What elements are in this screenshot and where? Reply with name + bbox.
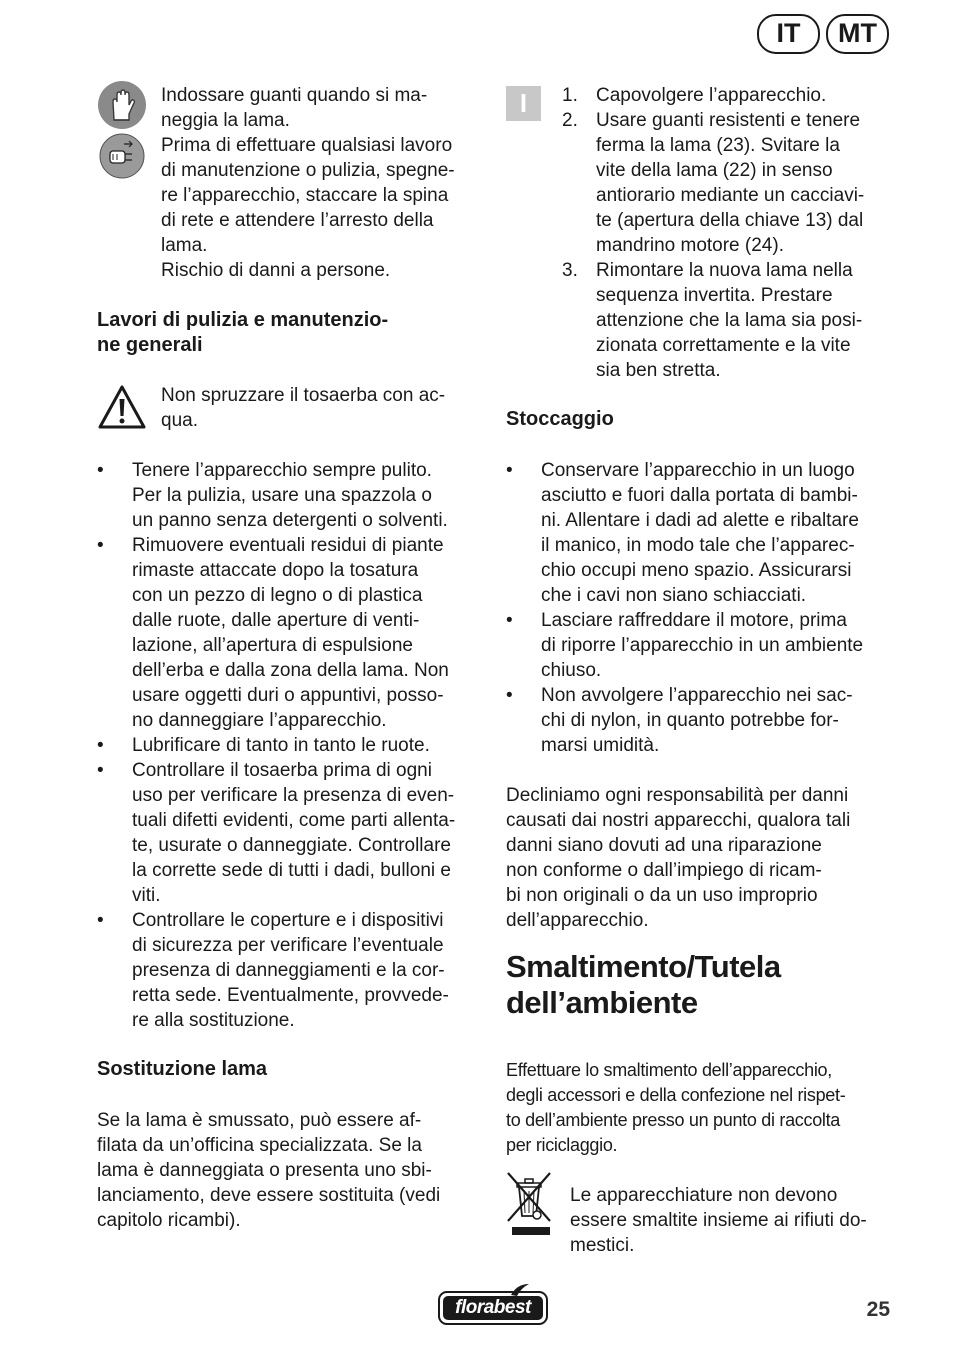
figure-reference-label: I — [519, 88, 528, 118]
liability-text: Decliniamo ogni responsabilità per danni causati dai nostri apparecchi, qualora tali danni siano dovuti ad una riparazione non conforme o dall’impiego di ricam- bi non originali o da un uso improprio dell’apparecchio. — [506, 785, 851, 931]
gloves-instruction: Indossare guanti quando si ma- neggia la lama. — [161, 85, 428, 131]
list-item: • Non avvolgere l’apparecchio nei sac- chi di nylon, in quanto potrebbe for- marsi umidità. — [506, 683, 906, 758]
list-item: • Rimuovere eventuali residui di piante rimaste attaccate dopo la tosatura con un pezzo di legno o di plastica dalle ruote, dalle aperture di venti- lazione, all’apertura di espulsione dell’erba e dalla zona della lama. Non usare oggetti duri o appuntivi, posso- no danneggiare l’apparecchio. — [97, 533, 497, 733]
blade-replacement-heading: Sostituzione lama — [97, 1058, 268, 1080]
storage-heading: Stoccaggio — [506, 408, 614, 430]
list-item: • Lubrificare di tanto in tanto le ruote. — [97, 733, 497, 758]
unplug-icon — [99, 133, 145, 179]
storage-list — [506, 458, 906, 758]
step-text: Capovolgere l’apparecchio. — [596, 85, 827, 106]
list-item: • Conservare l’apparecchio in un luogo asciutto e fuori dalla portata di bambi- ni. Allentare i dadi ad alette e ribaltare il manico, in modo tale che l’apparec- chio occupi meno spazio. Assicurarsi che i cavi non siano schiacciati. — [506, 458, 906, 608]
blade-steps-list — [562, 83, 902, 383]
warning-triangle-icon — [97, 384, 147, 430]
figure-reference-box — [506, 86, 541, 121]
florabest-logo — [437, 1282, 549, 1326]
warning-text: Non spruzzare il tosaerba con ac- qua. — [161, 385, 446, 431]
disposal-heading: Smaltimento/Tutela dell’ambiente — [506, 949, 781, 1020]
step-number: 2. — [562, 110, 578, 131]
list-item: • Lasciare raffreddare il motore, prima di riporre l’apparecchio in un ambiente chiuso. — [506, 608, 906, 683]
step-text: Usare guanti resistenti e tenere ferma la lama (23). Svitare la vite della lama (22) in senso antiorario mediante un cacciavi- te (apertura della chiave 13) dal mandrino motore (24). — [596, 110, 865, 256]
list-item — [562, 258, 902, 383]
brand-name: florabest — [455, 1297, 531, 1318]
list-item — [562, 108, 902, 258]
crossed-bin-icon — [504, 1169, 554, 1237]
list-item — [562, 83, 902, 108]
weee-text: Le apparecchiature non devono essere smaltite insieme ai rifiuti do- mestici. — [570, 1185, 867, 1256]
step-number: 3. — [562, 260, 578, 281]
cleaning-heading: Lavori di pulizia e manutenzio- ne generali — [97, 309, 389, 356]
list-item: • Controllare le coperture e i dispositivi di sicurezza per verificare l’eventuale presenza di danneggiamenti e la cor- retta sede. Eventualmente, provvede- re alla sostituzione. — [97, 908, 497, 1033]
language-badge-it: IT — [757, 14, 820, 54]
language-badge-mt: MT — [826, 14, 889, 54]
maintenance-instruction: Prima di effettuare qualsiasi lavoro di manutenzione o pulizia, spegne- re l’apparecchio, staccare la spina di rete e attendere l’arresto della lama. Rischio di danni a persone. — [161, 135, 455, 281]
step-number: 1. — [562, 85, 578, 106]
step-text: Rimontare la nuova lama nella sequenza invertita. Prestare attenzione che la lama sia posi- zionata correttamente e la vite sia ben stretta. — [596, 260, 863, 381]
page-number: 25 — [866, 1298, 890, 1321]
list-item: • Tenere l’apparecchio sempre pulito. Per la pulizia, usare una spazzola o un panno senza detergenti o solventi. — [97, 458, 497, 533]
gloves-icon — [97, 80, 147, 130]
list-item: • Controllare il tosaerba prima di ogni uso per verificare la presenza di even- tuali difetti evidenti, come parti allenta- te, usurate o danneggiate. Controllare la corrette sede di tutti i dadi, bulloni e viti. — [97, 758, 497, 908]
blade-replacement-text: Se la lama è smussato, può essere af- filata da un’officina specializzata. Se la lama è danneggiata o presenta uno sbi- lanciamento, deve essere sostituita (vedi capitolo ricambi). — [97, 1110, 441, 1231]
disposal-text: Effettuare lo smaltimento dell’apparecchio, degli accessori e della confezione nel rispet- to dell’ambiente presso un punto di raccolta per riciclaggio. — [506, 1060, 846, 1155]
cleaning-list — [97, 458, 497, 1033]
